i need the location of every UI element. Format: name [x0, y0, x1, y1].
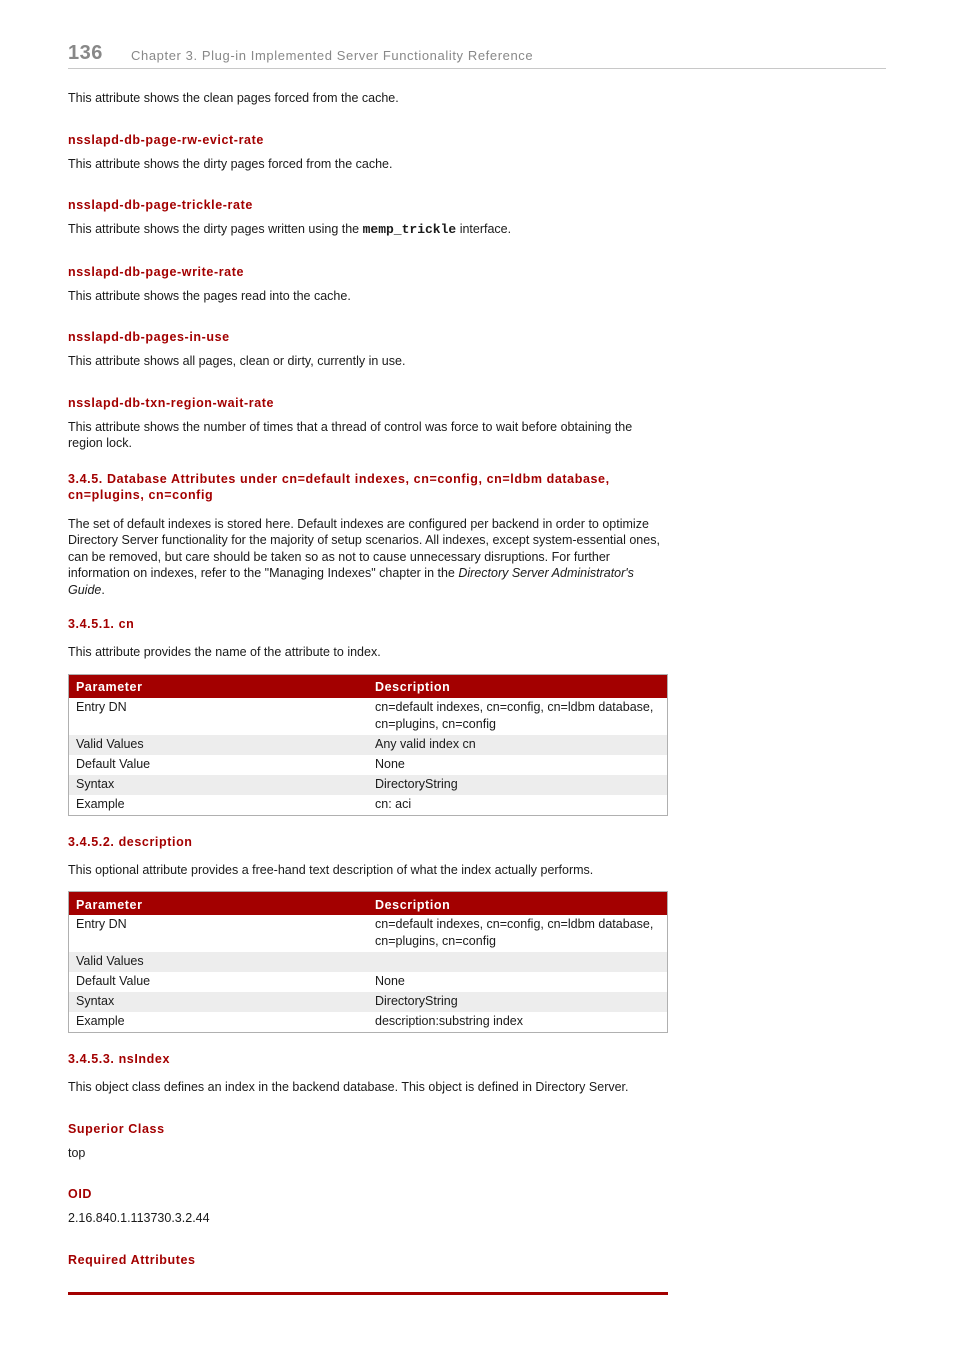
table-header-row [69, 892, 668, 916]
table-cell: None [375, 756, 405, 771]
desc-text: interface. [456, 222, 512, 236]
required-attributes-heading: Required Attributes [68, 1252, 196, 1267]
attr-heading: nsslapd-db-page-trickle-rate [68, 198, 253, 212]
table-cell: Example [76, 1014, 125, 1028]
table-cell: DirectoryString [368, 992, 668, 1012]
attr-desc: This attribute shows the dirty pages forced from the cache. [68, 156, 393, 171]
table-cell: cn: aci [375, 796, 412, 811]
subsection-heading: 3.4.5.2. description [68, 834, 193, 849]
column-header: Parameter [69, 892, 369, 916]
body-text: The set of default indexes is stored here. Default indexes are configured per backend in order to optimize Directory Server functionality for the majority of setup scenarios. All indexes, except system-essential ones, can be removed, but care should be taken so as not to cause unnecessary disruptions. For further information on indexes, refer to the "Managing Indexes" chapter in the [68, 516, 660, 580]
table-row [69, 755, 668, 775]
table-row [69, 775, 668, 795]
superior-class-heading: Superior Class [68, 1121, 165, 1136]
table-row [69, 915, 668, 952]
attr-desc: This attribute shows the pages read into the cache. [68, 288, 351, 303]
table-cell: Entry DN [76, 699, 127, 714]
table-row [69, 735, 668, 755]
column-header: Description [368, 674, 668, 698]
attr-desc: This attribute shows all pages, clean or dirty, currently in use. [68, 354, 406, 368]
page-number: 136 [68, 42, 103, 64]
table-cell: Example [76, 796, 125, 811]
table-row [69, 698, 668, 735]
subsection-heading: 3.4.5.3. nsIndex [68, 1052, 171, 1066]
desc-text: This attribute shows the dirty pages written using the [68, 222, 363, 236]
table-cell: Valid Values [69, 952, 369, 972]
table-cell: Any valid index cn [368, 735, 668, 755]
subsection-body: This optional attribute provides a free-hand text description of what the index actually performs. [68, 862, 594, 877]
column-header: Description [368, 892, 668, 916]
table-cell: description:substring index [375, 1014, 523, 1028]
table-header-row [69, 674, 668, 698]
table-cell: cn=default indexes, cn=config, cn=ldbm database, cn=plugins, cn=config [375, 699, 654, 731]
table-cell: DirectoryString [368, 775, 668, 795]
table-row [69, 1012, 668, 1033]
table-cell: None [375, 974, 405, 988]
table-cell: Syntax [69, 992, 369, 1012]
attr-desc [68, 221, 668, 239]
table-cell [368, 952, 668, 972]
code-term: memp_trickle [362, 222, 457, 237]
table-cell: Default Value [76, 756, 151, 771]
description-parameter-table [68, 891, 668, 1033]
body-text: . [101, 582, 105, 597]
oid-value: 2.16.840.1.113730.3.2.44 [68, 1211, 210, 1225]
section-heading: 3.4.5. Database Attributes under cn=default indexes, cn=config, cn=ldbm database, cn=plugins, cn=config [68, 471, 610, 502]
column-header: Parameter [69, 674, 369, 698]
table-top-rule [68, 1292, 668, 1295]
subsection-heading: 3.4.5.1. cn [68, 617, 135, 631]
attr-heading: nsslapd-db-page-rw-evict-rate [68, 132, 264, 147]
table-cell: Entry DN [76, 917, 127, 931]
table-row [69, 992, 668, 1012]
intro-text: This attribute shows the clean pages forced from the cache. [68, 91, 399, 105]
table-cell: cn=default indexes, cn=config, cn=ldbm database, cn=plugins, cn=config [375, 917, 654, 948]
table-row [69, 795, 668, 816]
subsection-body: This object class defines an index in the backend database. This object is defined in Directory Server. [68, 1080, 629, 1094]
superior-class-value: top [68, 1145, 86, 1160]
section-body [68, 516, 668, 599]
chapter-title: Chapter 3. Plug-in Implemented Server Functionality Reference [131, 48, 534, 63]
subsection-body: This attribute provides the name of the attribute to index. [68, 645, 381, 659]
table-cell: Syntax [69, 775, 369, 795]
table-row [69, 952, 668, 972]
page-header [68, 42, 886, 69]
cn-parameter-table [68, 674, 668, 816]
table-row [69, 972, 668, 992]
attr-desc: This attribute shows the number of times that a thread of control was force to wait before obtaining the region lock. [68, 419, 633, 450]
guide-title: Directory Server Administrator's Guide [68, 566, 634, 597]
table-cell: Valid Values [69, 735, 369, 755]
attr-heading: nsslapd-db-txn-region-wait-rate [68, 395, 275, 410]
page-content [68, 90, 668, 1267]
attr-heading: nsslapd-db-page-write-rate [68, 264, 245, 279]
table-cell: Default Value [76, 974, 151, 988]
oid-heading: OID [68, 1187, 93, 1201]
attr-heading: nsslapd-db-pages-in-use [68, 330, 230, 344]
